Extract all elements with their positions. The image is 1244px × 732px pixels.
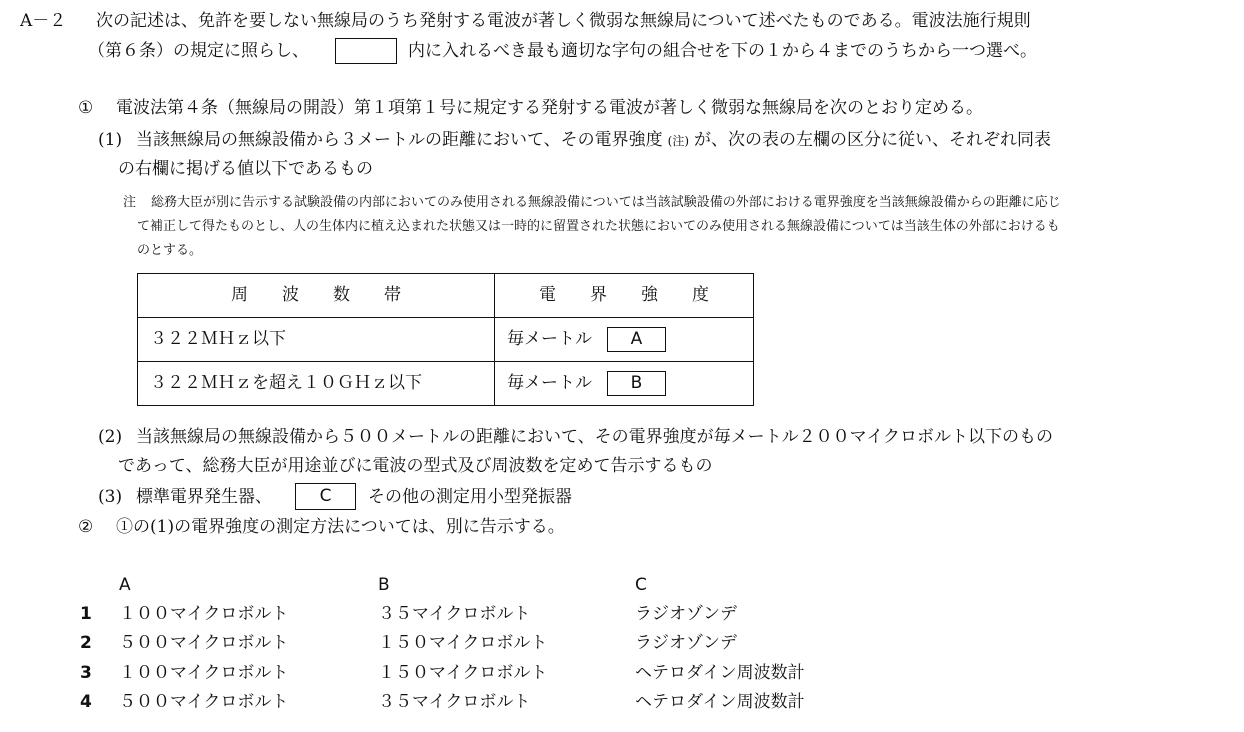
option-number: 1	[80, 604, 92, 624]
table-cell-band: ３２２ＭＨｚ以下	[138, 318, 495, 362]
option-value-b: １５０マイクロボルト	[378, 663, 548, 683]
table-header-strength: 電 界 強 度	[495, 274, 754, 318]
table-cell-band: ３２２ＭＨｚを超え１０ＧＨｚ以下	[138, 362, 495, 406]
option-value-c: ヘテロダイン周波数計	[635, 663, 805, 683]
sub3-text-b: その他の測定用小型発振器	[368, 487, 572, 507]
option-value-c: ラジオゾンデ	[635, 604, 737, 624]
sub2-marker: (2)	[98, 427, 123, 447]
option-value-a: １００マイクロボルト	[119, 604, 289, 624]
question-text-line1: 次の記述は、免許を要しない無線局のうち発射する電波が著しく微弱な無線局について述べたものである。電波法施行規則	[96, 11, 1031, 31]
sub1-text-a-main: 当該無線局の無線設備から３メートルの距離において、その電界強度	[136, 130, 663, 150]
sub2-text-a: 当該無線局の無線設備から５００メートルの距離において、その電界強度が毎メートル２００マイクロボルト以下のもの	[136, 427, 1053, 447]
table-cell-unit: 毎メートル	[507, 329, 592, 349]
question-text-line2b: 内に入れるべき最も適切な字句の組合せを下の１から４までのうちから一つ選べ。	[408, 41, 1037, 61]
note-line3: のとする。	[137, 243, 203, 258]
options-header-b: B	[378, 575, 390, 595]
sub1-note-ref: (注)	[667, 134, 690, 148]
table-row	[138, 362, 754, 406]
question-text-line2a: （第６条）の規定に照らし、	[88, 41, 309, 61]
option-value-b: ３５マイクロボルト	[378, 692, 531, 712]
blank-box-c: C	[295, 483, 356, 510]
question-label: A－２	[20, 11, 67, 31]
options-header-c: C	[635, 575, 647, 595]
item1-marker: ①	[78, 98, 94, 118]
blank-box	[335, 38, 397, 64]
option-value-a: ５００マイクロボルト	[119, 692, 289, 712]
option-value-b: ３５マイクロボルト	[378, 604, 531, 624]
sub3-text-a: 標準電界発生器、	[136, 487, 272, 507]
blank-box-a: A	[607, 327, 666, 352]
option-value-a: ５００マイクロボルト	[119, 633, 289, 653]
table-cell-unit: 毎メートル	[507, 373, 592, 393]
table-row	[138, 318, 754, 362]
item2-marker: ②	[78, 517, 94, 537]
sub1-marker: (1)	[98, 130, 123, 150]
option-value-c: ヘテロダイン周波数計	[635, 692, 805, 712]
options-header-a: A	[119, 575, 131, 595]
item2-text: ①の(1)の電界強度の測定方法については、別に告示する。	[116, 517, 565, 537]
table-header-row	[138, 274, 754, 318]
option-value-c: ラジオゾンデ	[635, 633, 737, 653]
option-value-a: １００マイクロボルト	[119, 663, 289, 683]
frequency-table	[137, 273, 754, 406]
table-header-band: 周 波 数 帯	[138, 274, 495, 318]
item1-text: 電波法第４条（無線局の開設）第１項第１号に規定する発射する電波が著しく微弱な無線局を次のとおり定める。	[116, 98, 983, 118]
table-cell-strength	[495, 362, 754, 406]
sub1-text-c: の右欄に掲げる値以下であるもの	[118, 159, 373, 179]
table-cell-strength	[495, 318, 754, 362]
note-marker: 注	[123, 195, 137, 210]
option-number: 3	[80, 663, 92, 683]
option-value-b: １５０マイクロボルト	[378, 633, 548, 653]
option-number: 2	[80, 633, 92, 653]
note-line2: て補正して得たものとし、人の生体内に植え込まれた状態又は一時的に留置された状態においてのみ使用される無線設備については当該生体の外部におけるも	[137, 219, 1060, 234]
sub1-text-a	[136, 132, 1051, 149]
sub1-text-b: が、次の表の左欄の区分に従い、それぞれ同表	[694, 130, 1052, 150]
sub3-marker: (3)	[98, 487, 123, 507]
blank-box-b: B	[607, 371, 666, 396]
option-number: 4	[80, 692, 92, 712]
sub2-text-b: であって、総務大臣が用途並びに電波の型式及び周波数を定めて告示するもの	[118, 456, 713, 476]
note-line1: 総務大臣が別に告示する試験設備の内部においてのみ使用される無線設備については当該試験設備の外部における電界強度を当該無線設備からの距離に応じ	[151, 195, 1061, 210]
